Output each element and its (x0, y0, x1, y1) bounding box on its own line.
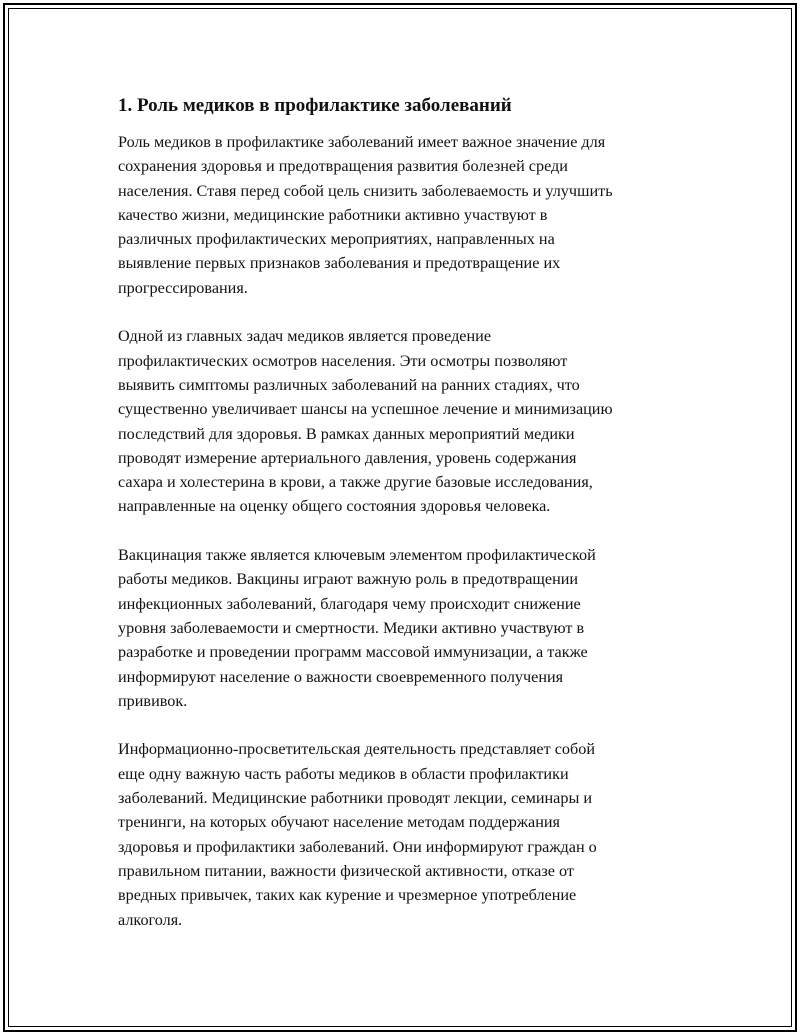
text-line: профилактических осмотров населения. Эти осмотры позволяют (118, 351, 568, 370)
text-line: инфекционных заболеваний, благодаря чему происходит снижение (118, 594, 581, 613)
text-line: качество жизни, медицинские работники активно участвуют в (118, 205, 548, 224)
paragraph-role-of-medics (118, 130, 698, 300)
paragraph-preventive-checkups (118, 324, 698, 518)
text-line: Информационно-просветительская деятельность представляет собой (118, 740, 596, 759)
text-line: населения. Ставя перед собой цель снизить заболеваемость и улучшить (118, 181, 613, 200)
text-line: сахара и холестерина в крови, а также другие базовые исследования, (118, 473, 593, 492)
document-body (118, 94, 698, 956)
text-line: разработке и проведении программ массовой иммунизации, а также (118, 643, 588, 662)
text-line: существенно увеличивает шансы на успешное лечение и минимизацию (118, 400, 613, 419)
text-line: Одной из главных задач медиков является проведение (118, 327, 491, 346)
text-line: заболеваний. Медицинские работники проводят лекции, семинары и (118, 789, 593, 808)
text-line: информируют население о важности своевременного получения (118, 667, 564, 686)
text-line: алкоголя. (118, 910, 183, 929)
text-line: еще одну важную часть работы медиков в области профилактики (118, 764, 569, 783)
text-line: правильном питании, важности физической активности, отказе от (118, 861, 574, 880)
text-line: тренинги, на которых обучают население методам поддержания (118, 813, 560, 832)
text-line: прогрессирования. (118, 278, 248, 297)
text-line: здоровья и профилактики заболеваний. Они информируют граждан о (118, 837, 597, 856)
text-line: последствий для здоровья. В рамках данных мероприятий медики (118, 424, 575, 443)
text-line: направленные на оценку общего состояния здоровья человека. (118, 497, 551, 516)
text-line: уровня заболеваемости и смертности. Медики активно участвуют в (118, 618, 585, 637)
text-line: Роль медиков в профилактике заболеваний имеет важное значение для (118, 133, 606, 151)
text-line: выявление первых признаков заболевания и предотвращение их (118, 254, 561, 273)
text-line: различных профилактических мероприятиях, направленных на (118, 230, 555, 249)
paragraph-health-education (118, 737, 698, 931)
text-line: вредных привычек, таких как курение и чрезмерное употребление (118, 886, 577, 905)
paragraph-vaccination (118, 543, 698, 713)
text-line: проводят измерение артериального давления, уровень содержания (118, 448, 577, 467)
section-heading: 1. Роль медиков в профилактике заболеваний (118, 95, 512, 116)
text-line: Вакцинация также является ключевым элементом профилактической (118, 546, 596, 565)
text-line: работы медиков. Вакцины играют важную роль в предотвращении (118, 570, 579, 589)
text-line: выявить симптомы различных заболеваний на ранних стадиях, что (118, 375, 580, 394)
text-line: прививок. (118, 691, 188, 710)
text-line: сохранения здоровья и предотвращения развития болезней среди (118, 157, 568, 176)
